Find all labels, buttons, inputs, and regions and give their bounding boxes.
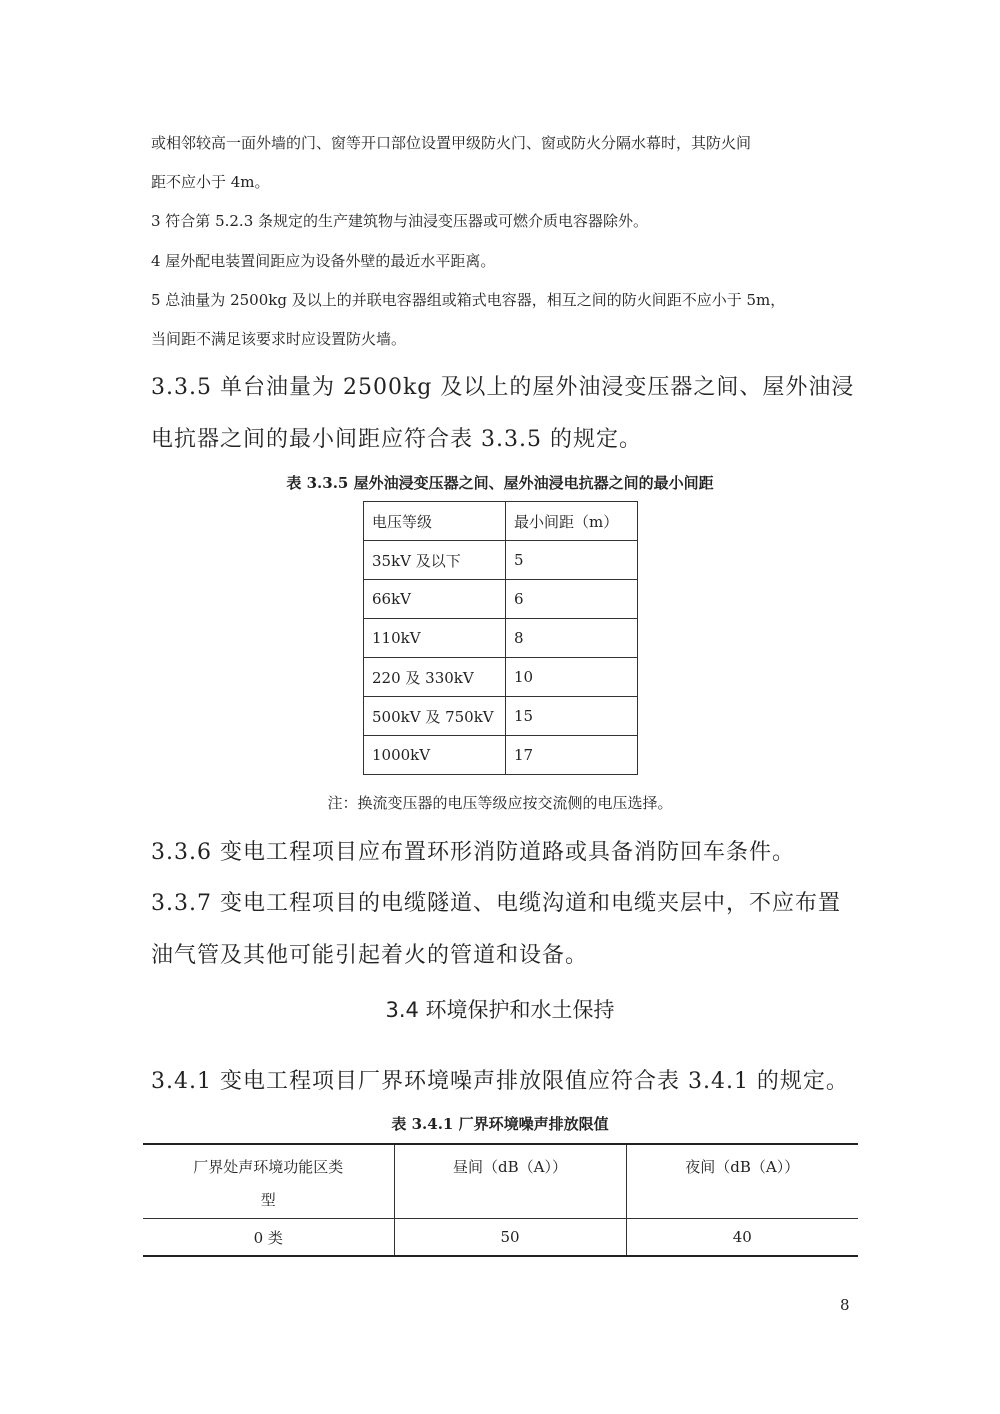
table-header-cell: 夜间（dB（A）） [626, 1144, 858, 1219]
clause-335-line1: 3.3.5 单台油量为 2500kg 及以上的屋外油浸变压器之间、屋外油浸 [151, 375, 855, 400]
table-cell: 500kV 及 750kV [364, 697, 506, 736]
table-cell: 66kV [364, 580, 506, 619]
table-335-note: 注：换流变压器的电压等级应按交流侧的电压选择。 [327, 794, 673, 812]
paragraph-line: 4 屋外配电装置间距应为设备外壁的最近水平距离。 [151, 252, 496, 270]
paragraph-line: 5 总油量为 2500kg 及以上的并联电容器组或箱式电容器，相互之间的防火间距不应小于 5m， [151, 291, 786, 309]
table-row [364, 541, 638, 580]
table-cell: 0 类 [143, 1219, 394, 1257]
table-335 [363, 501, 638, 775]
table-header-cell [143, 1144, 394, 1219]
table-335-caption: 表 3.3.5 屋外油浸变压器之间、屋外油浸电抗器之间的最小间距 [286, 474, 714, 492]
page-number: 8 [840, 1296, 850, 1314]
clause-337-line2: 油气管及其他可能引起着火的管道和设备。 [151, 943, 589, 968]
clause-337-line1: 3.3.7 变电工程项目的电缆隧道、电缆沟道和电缆夹层中，不应布置 [151, 891, 841, 916]
table-row [143, 1219, 858, 1257]
table-header-row [364, 502, 638, 541]
table-row [364, 580, 638, 619]
table-cell: 35kV 及以下 [364, 541, 506, 580]
table-header-cell: 最小间距（m） [506, 502, 638, 541]
header-text-line: 厂界处声环境功能区类 [193, 1158, 344, 1176]
header-text-line: 型 [260, 1191, 276, 1209]
table-row [364, 619, 638, 658]
paragraph-line: 当间距不满足该要求时应设置防火墙。 [151, 330, 407, 348]
paragraph-line: 3 符合第 5.2.3 条规定的生产建筑物与油浸变压器或可燃介质电容器除外。 [151, 212, 649, 230]
paragraph-line: 距不应小于 4m。 [151, 173, 270, 191]
table-cell: 110kV [364, 619, 506, 658]
table-cell: 1000kV [364, 736, 506, 775]
paragraph-line: 或相邻较高一面外墙的门、窗等开口部位设置甲级防火门、窗或防火分隔水幕时，其防火间 [151, 134, 752, 152]
table-341-caption: 表 3.4.1 厂界环境噪声排放限值 [391, 1115, 609, 1133]
table-cell: 50 [394, 1219, 626, 1257]
table-341 [143, 1143, 858, 1257]
table-cell: 220 及 330kV [364, 658, 506, 697]
clause-335-line2: 电抗器之间的最小间距应符合表 3.3.5 的规定。 [151, 427, 642, 452]
table-row [364, 697, 638, 736]
table-cell: 17 [506, 736, 638, 775]
table-header-row [143, 1144, 858, 1219]
table-header-cell: 昼间（dB（A）） [394, 1144, 626, 1219]
table-cell: 10 [506, 658, 638, 697]
table-row [364, 736, 638, 775]
table-cell: 6 [506, 580, 638, 619]
section-heading: 3.4 环境保护和水土保持 [385, 998, 615, 1022]
clause-341: 3.4.1 变电工程项目厂界环境噪声排放限值应符合表 3.4.1 的规定。 [151, 1069, 849, 1094]
clause-336: 3.3.6 变电工程项目应布置环形消防道路或具备消防回车条件。 [151, 840, 795, 865]
table-cell: 8 [506, 619, 638, 658]
table-cell: 5 [506, 541, 638, 580]
table-row [364, 658, 638, 697]
table-cell: 40 [626, 1219, 858, 1257]
table-header-cell: 电压等级 [364, 502, 506, 541]
table-cell: 15 [506, 697, 638, 736]
